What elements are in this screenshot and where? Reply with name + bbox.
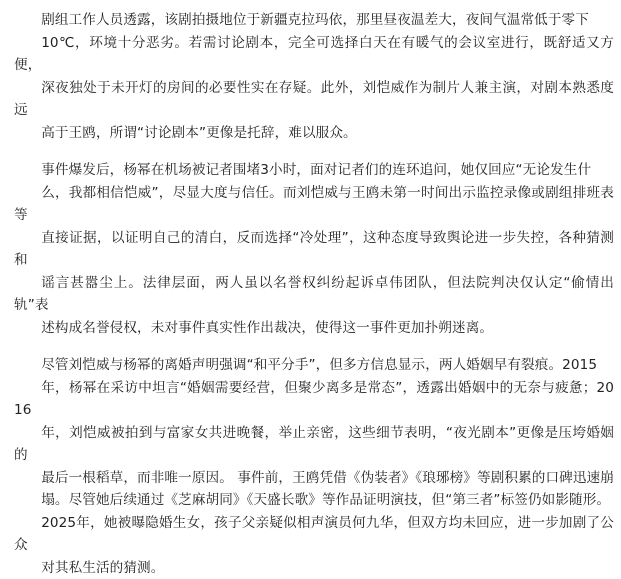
text-line: 2025年，她被曝隐婚生女，孩子父亲疑似相声演员何九华，但双方均未回应，进一步加剧了公众 [14,512,614,557]
text-line: 直接证据，以证明自己的清白，反而选择“冷处理”，这种态度导致舆论进一步失控，各种猜测和 [14,227,614,272]
paragraph-1 [14,9,614,144]
text-line: 10℃，环境十分恶劣。若需讨论剧本，完全可选择白天在有暖气的会议室进行，既舒适又方便， [14,32,614,77]
text-line: 年，杨幂在采访中坦言“婚姻需要经营，但聚少离多是常态”，透露出婚姻中的无奈与疲惫；2016 [14,377,614,422]
text-line: 述构成名誉侵权，未对事件真实性作出裁决，使得这一事件更加扑朔迷离。 [14,317,614,340]
text-line: 对其私生活的猜测。 [14,557,614,579]
text-line: 尽管刘恺威与杨幂的离婚声明强调“和平分手”，但多方信息显示，两人婚姻早有裂痕。2015 [41,357,597,373]
text-line: 剧组工作人员透露，该剧拍摄地位于新疆克拉玛依，那里昼夜温差大，夜间气温常低于零下 [41,12,589,28]
text-line: 事件爆发后，杨幂在机场被记者围堵3小时，面对记者们的连环追问，她仅回应“无论发生什 [41,162,591,178]
text-line: 年，刘恺威被拍到与富家女共进晚餐，举止亲密，这些细节表明，“夜光剧本”更像是压垮婚姻的 [14,422,614,467]
text-line: 塌。尽管她后续通过《芝麻胡同》《天盛长歌》等作品证明演技，但“第三者”标签仍如影随形。 [14,489,614,512]
text-line: 深夜独处于未开灯的房间的必要性实在存疑。此外，刘恺威作为制片人兼主演，对剧本熟悉度远 [14,77,614,122]
paragraph-3 [14,354,614,579]
text-line: 么，我都相信恺威”，尽显大度与信任。而刘恺威与王鸥未第一时间出示监控录像或剧组排班表等 [14,182,614,227]
paragraph-2 [14,159,614,339]
text-line: 高于王鸥，所谓“讨论剧本”更像是托辞，难以服众。 [14,122,614,145]
text-line: 谣言甚嚣尘上。法律层面，两人虽以名誉权纠纷起诉卓伟团队，但法院判决仅认定“偷情出轨”表 [14,272,614,317]
text-line: 最后一根稻草，而非唯一原因。 事件前，王鸥凭借《伪装者》《琅琊榜》等剧积累的口碑迅速崩 [14,467,614,490]
article-body [14,9,614,579]
